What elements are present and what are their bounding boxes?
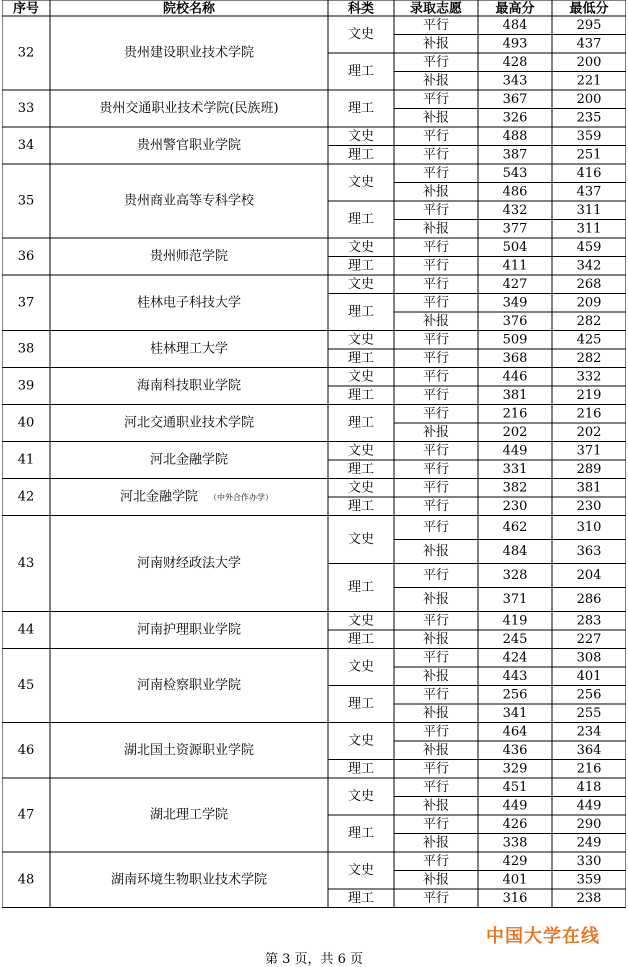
min-score-cell: 459 xyxy=(576,239,602,255)
min-score-cell: 202 xyxy=(576,424,602,440)
school-number-cell: 34 xyxy=(17,138,35,153)
min-score-cell: 416 xyxy=(576,165,602,181)
max-score-cell: 436 xyxy=(502,742,528,758)
subject-cell: 理工 xyxy=(347,350,375,366)
batch-cell: 平行 xyxy=(422,724,450,740)
school-number-cell: 38 xyxy=(17,341,35,357)
min-score-cell: 200 xyxy=(576,91,602,107)
admission-table xyxy=(2,0,626,910)
batch-cell: 补报 xyxy=(422,798,450,814)
min-score-cell: 235 xyxy=(576,110,602,126)
subject-cell: 理工 xyxy=(347,212,375,227)
min-score-cell: 216 xyxy=(576,406,602,422)
min-score-cell: 363 xyxy=(576,544,602,559)
school-name-cell: 贵州警官职业学院 xyxy=(136,138,242,153)
subject-cell: 文史 xyxy=(347,175,375,190)
batch-cell: 平行 xyxy=(422,498,450,514)
batch-cell: 补报 xyxy=(422,631,450,647)
subject-cell: 文史 xyxy=(347,369,375,385)
school-name-cell: 海南科技职业学院 xyxy=(136,378,242,394)
school-name-cell: 湖北理工学院 xyxy=(149,807,229,823)
batch-cell: 平行 xyxy=(422,387,450,403)
batch-cell: 平行 xyxy=(422,761,450,777)
school-name-cell: 桂林理工大学 xyxy=(149,341,229,357)
batch-cell: 补报 xyxy=(422,668,450,684)
school-number-cell: 39 xyxy=(17,378,35,394)
max-score-cell: 316 xyxy=(502,890,528,906)
table-grid xyxy=(2,0,626,908)
school-number-cell: 48 xyxy=(17,872,35,888)
school-name-cell: 贵州师范学院 xyxy=(149,249,229,264)
min-score-cell: 200 xyxy=(576,54,602,70)
min-score-cell: 268 xyxy=(576,276,602,292)
max-score-cell: 462 xyxy=(502,520,528,535)
subject-cell: 理工 xyxy=(347,696,375,712)
school-number-cell: 32 xyxy=(17,45,35,61)
header-cell: 最高分 xyxy=(495,1,535,17)
max-score-cell: 245 xyxy=(502,631,528,647)
min-score-cell: 311 xyxy=(576,202,602,218)
watermark-logo-text: 中国大学在线 xyxy=(486,926,600,947)
max-score-cell: 484 xyxy=(502,544,528,559)
school-name-note: （中外合作办学） xyxy=(209,493,273,502)
batch-cell: 补报 xyxy=(422,424,450,440)
max-score-cell: 427 xyxy=(502,276,528,292)
school-name-cell: 河北交通职业技术学院 xyxy=(123,415,255,431)
max-score-cell: 216 xyxy=(502,406,528,422)
min-score-cell: 216 xyxy=(576,761,602,777)
batch-cell: 平行 xyxy=(422,54,450,70)
min-score-cell: 359 xyxy=(576,872,602,888)
max-score-cell: 343 xyxy=(502,73,528,89)
max-score-cell: 202 xyxy=(502,424,528,440)
min-score-cell: 219 xyxy=(576,387,602,403)
school-name-cell: 河南检察职业学院 xyxy=(136,678,242,693)
school-number-cell: 46 xyxy=(17,742,35,758)
max-score-cell: 449 xyxy=(502,443,528,459)
subject-cell: 理工 xyxy=(347,64,375,79)
min-score-cell: 401 xyxy=(576,668,602,684)
subject-cell: 理工 xyxy=(347,258,375,274)
min-score-cell: 204 xyxy=(576,568,602,583)
subject-cell: 文史 xyxy=(347,789,375,804)
max-score-cell: 484 xyxy=(502,17,528,33)
batch-cell: 平行 xyxy=(422,276,450,292)
batch-cell: 平行 xyxy=(422,202,450,218)
max-score-cell: 377 xyxy=(502,221,528,237)
school-number-cell: 43 xyxy=(17,556,35,571)
school-name-cell: 湖南环境生物职业技术学院 xyxy=(110,872,268,888)
batch-cell: 平行 xyxy=(422,687,450,703)
subject-cell: 文史 xyxy=(347,239,375,255)
max-score-cell: 432 xyxy=(502,202,528,218)
max-score-cell: 331 xyxy=(502,461,528,477)
school-name-cell: 河南护理职业学院 xyxy=(136,622,242,638)
table-cells xyxy=(13,1,609,906)
max-score-cell: 424 xyxy=(502,650,528,666)
subject-cell: 理工 xyxy=(347,498,375,514)
max-score-cell: 328 xyxy=(502,568,528,583)
max-score-cell: 429 xyxy=(502,853,528,869)
max-score-cell: 338 xyxy=(502,835,528,851)
min-score-cell: 364 xyxy=(576,742,602,758)
subject-cell: 理工 xyxy=(347,826,375,841)
max-score-cell: 419 xyxy=(502,613,528,629)
min-score-cell: 359 xyxy=(576,128,602,144)
min-score-cell: 437 xyxy=(576,184,602,200)
batch-cell: 平行 xyxy=(422,443,450,459)
subject-cell: 文史 xyxy=(347,332,375,348)
min-score-cell: 295 xyxy=(576,17,602,33)
min-score-cell: 282 xyxy=(576,350,602,366)
min-score-cell: 289 xyxy=(576,461,602,477)
subject-cell: 文史 xyxy=(347,532,375,547)
batch-cell: 补报 xyxy=(422,544,450,559)
subject-cell: 文史 xyxy=(347,659,375,675)
batch-cell: 补报 xyxy=(422,73,450,89)
school-name-cell: 贵州建设职业技术学院 xyxy=(123,45,255,61)
batch-cell: 平行 xyxy=(422,91,450,107)
max-score-cell: 371 xyxy=(502,592,528,607)
min-score-cell: 342 xyxy=(576,258,602,274)
school-name-cell: 贵州商业高等专科学校 xyxy=(123,193,255,209)
min-score-cell: 251 xyxy=(576,147,602,163)
min-score-cell: 330 xyxy=(576,853,602,869)
min-score-cell: 209 xyxy=(576,295,602,311)
page-footer: 第 3 页，共 6 页 xyxy=(264,952,364,967)
school-name-cell: 河南财经政法大学 xyxy=(136,556,242,571)
min-score-cell: 371 xyxy=(576,443,602,459)
batch-cell: 补报 xyxy=(422,835,450,851)
min-score-cell: 418 xyxy=(576,779,602,795)
batch-cell: 平行 xyxy=(422,853,450,869)
school-number-cell: 35 xyxy=(17,193,35,209)
max-score-cell: 381 xyxy=(502,387,528,403)
batch-cell: 平行 xyxy=(422,480,450,496)
batch-cell: 补报 xyxy=(422,221,450,237)
batch-cell: 补报 xyxy=(422,705,450,721)
min-score-cell: 381 xyxy=(576,480,602,496)
max-score-cell: 230 xyxy=(502,498,528,514)
batch-cell: 补报 xyxy=(422,110,450,126)
batch-cell: 平行 xyxy=(422,520,450,535)
max-score-cell: 451 xyxy=(502,779,528,795)
school-number-cell: 47 xyxy=(17,807,35,823)
batch-cell: 平行 xyxy=(422,890,450,906)
school-number-cell: 36 xyxy=(17,249,35,264)
min-score-cell: 449 xyxy=(576,798,602,814)
min-score-cell: 286 xyxy=(576,592,602,607)
min-score-cell: 290 xyxy=(576,816,602,832)
max-score-cell: 367 xyxy=(502,91,528,107)
min-score-cell: 283 xyxy=(576,613,602,629)
min-score-cell: 425 xyxy=(576,332,602,348)
max-score-cell: 376 xyxy=(502,313,528,329)
batch-cell: 平行 xyxy=(422,295,450,311)
max-score-cell: 543 xyxy=(502,165,528,181)
min-score-cell: 282 xyxy=(576,313,602,329)
subject-cell: 理工 xyxy=(347,304,375,320)
max-score-cell: 382 xyxy=(502,480,528,496)
school-name-cell: 河北金融学院 xyxy=(119,489,199,505)
max-score-cell: 428 xyxy=(502,54,528,70)
max-score-cell: 368 xyxy=(502,350,528,366)
max-score-cell: 256 xyxy=(502,687,528,703)
subject-cell: 理工 xyxy=(347,761,375,777)
subject-cell: 文史 xyxy=(347,128,375,144)
subject-cell: 理工 xyxy=(347,387,375,403)
batch-cell: 平行 xyxy=(422,406,450,422)
max-score-cell: 326 xyxy=(502,110,528,126)
batch-cell: 平行 xyxy=(422,258,450,274)
batch-cell: 平行 xyxy=(422,165,450,181)
batch-cell: 平行 xyxy=(422,650,450,666)
subject-cell: 文史 xyxy=(347,276,375,292)
min-score-cell: 255 xyxy=(576,705,602,721)
max-score-cell: 411 xyxy=(502,258,528,274)
batch-cell: 平行 xyxy=(422,779,450,795)
min-score-cell: 311 xyxy=(576,221,602,237)
min-score-cell: 332 xyxy=(576,369,602,385)
school-number-cell: 44 xyxy=(17,622,35,638)
min-score-cell: 249 xyxy=(576,835,602,851)
batch-cell: 平行 xyxy=(422,816,450,832)
batch-cell: 平行 xyxy=(422,568,450,583)
subject-cell: 理工 xyxy=(347,415,375,431)
header-cell: 院校名称 xyxy=(162,1,216,17)
school-number-cell: 42 xyxy=(17,489,35,505)
max-score-cell: 443 xyxy=(502,668,528,684)
batch-cell: 平行 xyxy=(422,350,450,366)
max-score-cell: 486 xyxy=(502,184,528,200)
batch-cell: 平行 xyxy=(422,461,450,477)
max-score-cell: 426 xyxy=(502,816,528,832)
min-score-cell: 238 xyxy=(576,890,602,906)
school-name-cell: 贵州交通职业技术学院(民族班) xyxy=(99,101,279,116)
subject-cell: 文史 xyxy=(347,863,375,878)
batch-cell: 补报 xyxy=(422,872,450,888)
school-number-cell: 37 xyxy=(17,295,35,311)
school-number-cell: 33 xyxy=(17,101,35,116)
batch-cell: 平行 xyxy=(422,128,450,144)
min-score-cell: 227 xyxy=(576,631,602,647)
max-score-cell: 329 xyxy=(502,761,528,777)
header-cell: 科类 xyxy=(347,1,375,17)
subject-cell: 理工 xyxy=(347,890,375,906)
subject-cell: 理工 xyxy=(347,580,375,595)
max-score-cell: 488 xyxy=(502,128,528,144)
max-score-cell: 401 xyxy=(502,872,528,888)
max-score-cell: 341 xyxy=(502,705,528,721)
school-number-cell: 41 xyxy=(17,452,35,468)
subject-cell: 文史 xyxy=(347,27,375,42)
header-cell: 最低分 xyxy=(569,1,609,17)
min-score-cell: 310 xyxy=(576,520,602,535)
school-name-cell: 桂林电子科技大学 xyxy=(136,295,242,311)
batch-cell: 平行 xyxy=(422,369,450,385)
batch-cell: 补报 xyxy=(422,742,450,758)
batch-cell: 补报 xyxy=(422,592,450,607)
max-score-cell: 504 xyxy=(502,239,528,255)
school-number-cell: 40 xyxy=(17,415,35,431)
max-score-cell: 349 xyxy=(502,295,528,311)
min-score-cell: 230 xyxy=(576,498,602,514)
batch-cell: 平行 xyxy=(422,239,450,255)
max-score-cell: 493 xyxy=(502,36,528,52)
min-score-cell: 234 xyxy=(576,724,602,740)
header-cell: 序号 xyxy=(12,1,40,17)
subject-cell: 文史 xyxy=(347,480,375,496)
batch-cell: 平行 xyxy=(422,613,450,629)
subject-cell: 理工 xyxy=(347,631,375,647)
min-score-cell: 308 xyxy=(576,650,602,666)
subject-cell: 理工 xyxy=(347,461,375,477)
subject-cell: 文史 xyxy=(347,443,375,459)
header-cell: 录取志愿 xyxy=(409,1,463,17)
batch-cell: 平行 xyxy=(422,147,450,163)
subject-cell: 文史 xyxy=(347,613,375,629)
school-name-cell: 湖北国土资源职业学院 xyxy=(123,742,255,758)
max-score-cell: 509 xyxy=(502,332,528,348)
batch-cell: 补报 xyxy=(422,184,450,200)
subject-cell: 文史 xyxy=(347,733,375,749)
max-score-cell: 387 xyxy=(502,147,528,163)
subject-cell: 理工 xyxy=(347,101,375,116)
min-score-cell: 256 xyxy=(576,687,602,703)
min-score-cell: 437 xyxy=(576,36,602,52)
batch-cell: 平行 xyxy=(422,17,450,33)
max-score-cell: 464 xyxy=(502,724,528,740)
batch-cell: 补报 xyxy=(422,36,450,52)
batch-cell: 补报 xyxy=(422,313,450,329)
min-score-cell: 221 xyxy=(576,73,602,89)
subject-cell: 理工 xyxy=(347,147,375,163)
batch-cell: 平行 xyxy=(422,332,450,348)
school-name-cell: 河北金融学院 xyxy=(149,452,229,468)
max-score-cell: 449 xyxy=(502,798,528,814)
school-number-cell: 45 xyxy=(17,678,35,693)
max-score-cell: 446 xyxy=(502,369,528,385)
